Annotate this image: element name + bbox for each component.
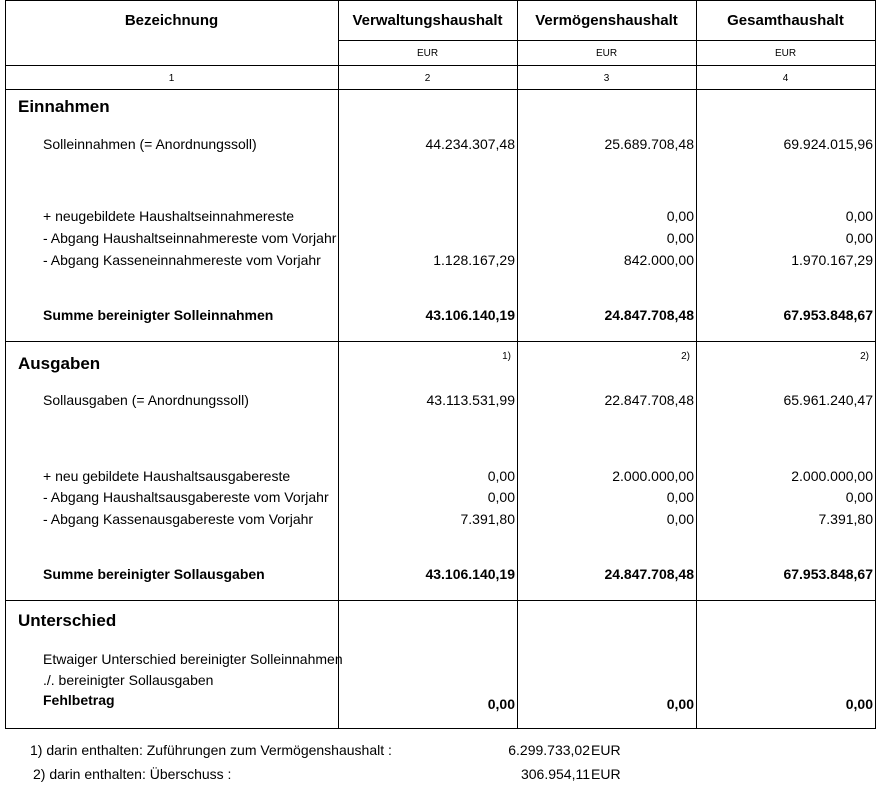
footnote-1-text: 1) darin enthalten: Zuführungen zum Vermögenshaushalt : bbox=[30, 742, 392, 758]
footnote-2-unit: EUR bbox=[591, 766, 621, 782]
row-label-neu-ausgabereste: + neu gebildete Haushaltsausgabereste bbox=[43, 468, 291, 484]
unit-label-3: EUR bbox=[595, 48, 618, 59]
row-label-abgang-kassenausgabereste: - Abgang Kassenausgabereste vom Vorjahr bbox=[43, 511, 314, 527]
section-title-ausgaben: Ausgaben bbox=[18, 354, 101, 373]
cell-solleinnahmen-gesamt: 69.924.015,96 bbox=[783, 136, 873, 152]
column-number-4: 4 bbox=[782, 73, 789, 84]
cell-summe-solleinnahmen-verwaltung: 43.106.140,19 bbox=[425, 307, 515, 323]
cell-abgang-haushaltsausgabereste-verwaltung: 0,00 bbox=[487, 489, 515, 505]
footnote-1-unit: EUR bbox=[591, 742, 621, 758]
cell-neu-einnahmereste-gesamt: 0,00 bbox=[845, 208, 873, 224]
row-label-summe-sollausgaben: Summe bereinigter Sollausgaben bbox=[43, 566, 265, 582]
header-verwaltungshaushalt: Verwaltungshaushalt bbox=[352, 12, 503, 29]
cell-abgang-haushaltsausgabereste-vermoegen: 0,00 bbox=[666, 489, 694, 505]
cell-abgang-kasseneinnahmereste-vermoegen: 842.000,00 bbox=[623, 252, 694, 268]
row-label-sollausgaben: Sollausgaben (= Anordnungssoll) bbox=[43, 392, 249, 408]
unit-label-2: EUR bbox=[416, 48, 439, 59]
cell-solleinnahmen-verwaltung: 44.234.307,48 bbox=[425, 136, 515, 152]
unit-label-4: EUR bbox=[774, 48, 797, 59]
unterschied-text-line1: Etwaiger Unterschied bereinigter Solleinnahmen bbox=[43, 651, 343, 667]
header-bezeichnung: Bezeichnung bbox=[124, 12, 219, 29]
row-label-abgang-haushaltseinnahmereste: - Abgang Haushaltseinnahmereste vom Vorjahr bbox=[43, 230, 337, 246]
cell-neu-ausgabereste-gesamt: 2.000.000,00 bbox=[791, 468, 873, 484]
column-number-2: 2 bbox=[424, 73, 431, 84]
cell-summe-sollausgaben-vermoegen: 24.847.708,48 bbox=[604, 566, 694, 582]
cell-fehlbetrag-verwaltung: 0,00 bbox=[487, 696, 515, 712]
row-label-abgang-kasseneinnahmereste: - Abgang Kasseneinnahmereste vom Vorjahr bbox=[43, 252, 321, 268]
left-border bbox=[5, 0, 6, 729]
footnote-1-amount: 6.299.733,02 bbox=[508, 742, 590, 758]
row-label-fehlbetrag: Fehlbetrag bbox=[43, 692, 115, 708]
unit-divider bbox=[338, 40, 876, 41]
ausgaben-bottom bbox=[5, 600, 876, 601]
col-divider-2 bbox=[517, 0, 518, 729]
cell-neu-ausgabereste-verwaltung: 0,00 bbox=[487, 468, 515, 484]
cell-fehlbetrag-gesamt: 0,00 bbox=[845, 696, 873, 712]
cell-sollausgaben-gesamt: 65.961.240,47 bbox=[783, 392, 873, 408]
cell-abgang-kassenausgabereste-vermoegen: 0,00 bbox=[666, 511, 694, 527]
numbers-divider bbox=[5, 89, 876, 90]
col-divider-1 bbox=[338, 0, 339, 729]
cell-abgang-kassenausgabereste-gesamt: 7.391,80 bbox=[818, 511, 873, 527]
row-label-abgang-haushaltsausgabereste: - Abgang Haushaltsausgabereste vom Vorjahr bbox=[43, 489, 329, 505]
cell-summe-solleinnahmen-gesamt: 67.953.848,67 bbox=[783, 307, 873, 323]
cell-abgang-kassenausgabereste-verwaltung: 7.391,80 bbox=[460, 511, 515, 527]
cell-abgang-kasseneinnahmereste-gesamt: 1.970.167,29 bbox=[791, 252, 873, 268]
unterschied-text-line2: ./. bereinigter Sollausgaben bbox=[43, 672, 214, 688]
column-number-1: 1 bbox=[168, 73, 175, 84]
footnote-2-text: 2) darin enthalten: Überschuss : bbox=[33, 766, 232, 782]
footnote-marker-verwaltung: 1) bbox=[502, 351, 511, 362]
cell-neu-einnahmereste-vermoegen: 0,00 bbox=[666, 208, 694, 224]
row-label-summe-solleinnahmen: Summe bereinigter Solleinnahmen bbox=[43, 307, 274, 323]
column-number-3: 3 bbox=[603, 73, 610, 84]
cell-abgang-haushaltseinnahmereste-gesamt: 0,00 bbox=[845, 230, 873, 246]
einnahmen-bottom bbox=[5, 341, 876, 342]
table-bottom-border bbox=[5, 728, 876, 729]
footnote-marker-gesamt: 2) bbox=[860, 351, 869, 362]
right-border bbox=[875, 0, 876, 729]
cell-sollausgaben-vermoegen: 22.847.708,48 bbox=[604, 392, 694, 408]
cell-neu-ausgabereste-vermoegen: 2.000.000,00 bbox=[612, 468, 694, 484]
row-label-solleinnahmen: Solleinnahmen (= Anordnungssoll) bbox=[43, 136, 257, 152]
cell-abgang-kasseneinnahmereste-verwaltung: 1.128.167,29 bbox=[433, 252, 515, 268]
cell-summe-solleinnahmen-vermoegen: 24.847.708,48 bbox=[604, 307, 694, 323]
footnote-2-amount: 306.954,11 bbox=[520, 766, 590, 782]
cell-solleinnahmen-vermoegen: 25.689.708,48 bbox=[604, 136, 694, 152]
cell-abgang-haushaltsausgabereste-gesamt: 0,00 bbox=[845, 489, 873, 505]
footnote-marker-vermoegen: 2) bbox=[681, 351, 690, 362]
header-gesamthaushalt: Gesamthaushalt bbox=[727, 12, 844, 29]
cell-summe-sollausgaben-gesamt: 67.953.848,67 bbox=[783, 566, 873, 582]
cell-fehlbetrag-vermoegen: 0,00 bbox=[666, 696, 694, 712]
header-vermoegenshaushalt: Vermögenshaushalt bbox=[535, 12, 678, 29]
cell-summe-sollausgaben-verwaltung: 43.106.140,19 bbox=[425, 566, 515, 582]
cell-abgang-haushaltseinnahmereste-vermoegen: 0,00 bbox=[666, 230, 694, 246]
row-label-neu-einnahmereste: + neugebildete Haushaltseinnahmereste bbox=[43, 208, 295, 224]
col-divider-3 bbox=[696, 0, 697, 729]
cell-sollausgaben-verwaltung: 43.113.531,99 bbox=[426, 392, 515, 408]
header-divider bbox=[5, 65, 876, 66]
table-top-border bbox=[5, 0, 876, 1]
section-title-unterschied: Unterschied bbox=[18, 611, 117, 630]
section-title-einnahmen: Einnahmen bbox=[18, 97, 110, 116]
